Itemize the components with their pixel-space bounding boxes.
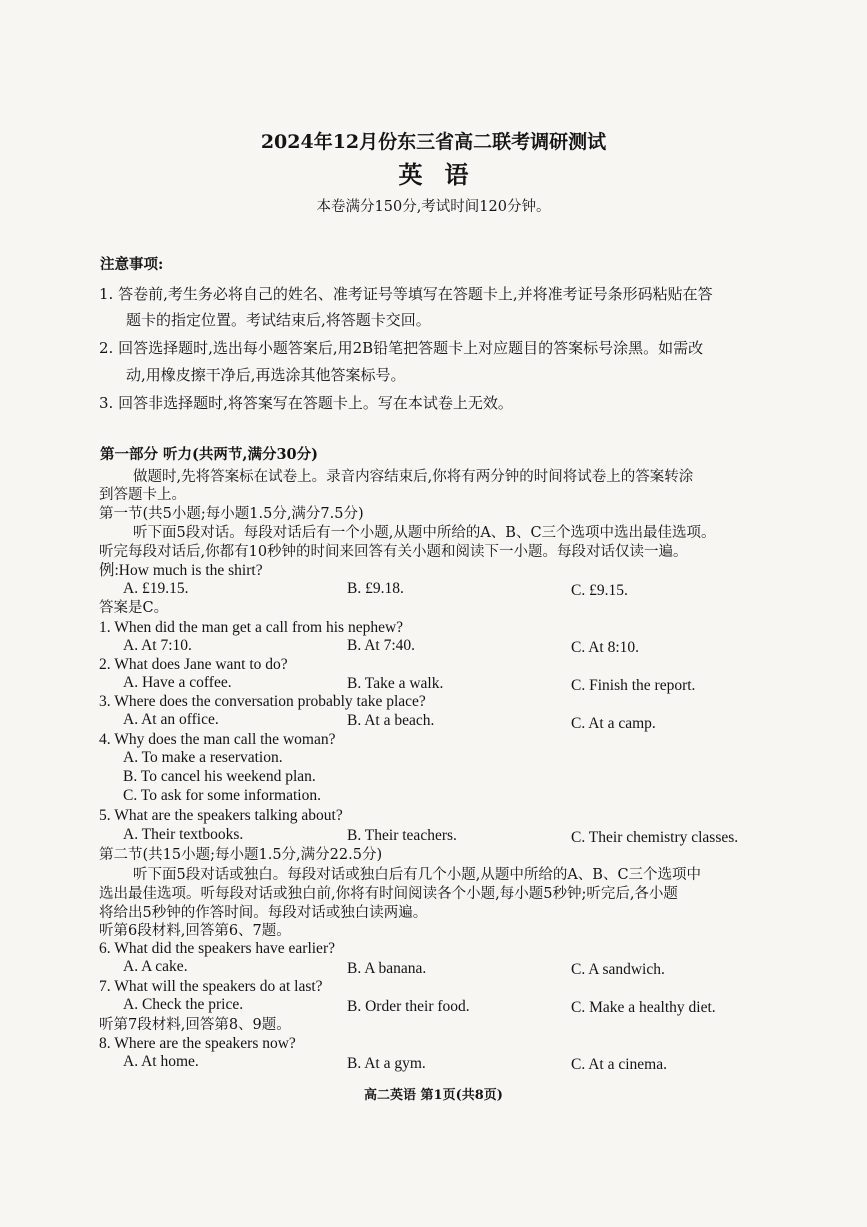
notice-item-1-line-1: 1. 答卷前,考生务必将自己的姓名、准考证号等填写在答题卡上,并将准考证号条形码粘贴在答 bbox=[99, 285, 713, 303]
question-2-option-b: B. Take a walk. bbox=[347, 675, 444, 692]
question-3-option-b: B. At a beach. bbox=[347, 712, 435, 729]
question-6-option-a: A. A cake. bbox=[123, 958, 188, 975]
notice-heading: 注意事项: bbox=[100, 256, 164, 273]
notice-item-1-line-2: 题卡的指定位置。考试结束后,将答题卡交回。 bbox=[126, 311, 431, 329]
example-option-a: A. £19.15. bbox=[123, 580, 189, 597]
example-answer: 答案是C。 bbox=[99, 600, 169, 616]
question-5-option-c: C. Their chemistry classes. bbox=[571, 829, 739, 846]
question-3-option-c: C. At a camp. bbox=[571, 715, 656, 732]
section2-line-1: 听下面5段对话或独白。每段对话或独白后有几个小题,从题中所给的A、B、C三个选项中 bbox=[133, 867, 702, 883]
question-8-option-b: B. At a gym. bbox=[347, 1055, 426, 1072]
notice-item-3: 3. 回答非选择题时,将答案写在答题卡上。写在本试卷上无效。 bbox=[99, 394, 513, 412]
question-4-option-c: C. To ask for some information. bbox=[123, 787, 321, 804]
question-4-option-b: B. To cancel his weekend plan. bbox=[123, 768, 316, 785]
example-option-b: B. £9.18. bbox=[347, 580, 404, 597]
question-2-option-c: C. Finish the report. bbox=[571, 677, 696, 694]
question-8-option-c: C. At a cinema. bbox=[571, 1056, 667, 1073]
question-8-option-a: A. At home. bbox=[123, 1053, 199, 1070]
section2-heading: 第二节(共15小题;每小题1.5分,满分22.5分) bbox=[99, 847, 383, 863]
subject-title: 英语 bbox=[398, 160, 491, 189]
question-3: 3. Where does the conversation probably take place? bbox=[99, 693, 426, 710]
question-8: 8. Where are the speakers now? bbox=[99, 1035, 296, 1052]
material-7-heading: 听第7段材料,回答第8、9题。 bbox=[99, 1017, 291, 1033]
notice-item-2-line-2: 动,用橡皮擦干净后,再选涂其他答案标号。 bbox=[126, 366, 406, 384]
question-7-option-b: B. Order their food. bbox=[347, 998, 470, 1015]
question-1-option-a: A. At 7:10. bbox=[123, 637, 192, 654]
question-1-option-c: C. At 8:10. bbox=[571, 639, 640, 656]
section1-heading: 第一节(共5小题;每小题1.5分,满分7.5分) bbox=[99, 506, 364, 522]
question-6: 6. What did the speakers have earlier? bbox=[99, 940, 335, 957]
notice-item-2-line-1: 2. 回答选择题时,选出每小题答案后,用2B铅笔把答题卡上对应题目的答案标号涂黑。如需改 bbox=[99, 339, 704, 357]
part1-heading: 第一部分 听力(共两节,满分30分) bbox=[100, 446, 318, 463]
question-2-option-a: A. Have a coffee. bbox=[123, 674, 232, 691]
full-marks-line: 本卷满分150分,考试时间120分钟。 bbox=[316, 199, 551, 215]
question-6-option-c: C. A sandwich. bbox=[571, 961, 665, 978]
part1-intro-line-1: 做题时,先将答案标在试卷上。录音内容结束后,你将有两分钟的时间将试卷上的答案转涂 bbox=[133, 469, 694, 485]
question-1: 1. When did the man get a call from his nephew? bbox=[99, 619, 404, 636]
page-footer: 高二英语 第1页(共8页) bbox=[364, 1088, 503, 1103]
question-5-option-b: B. Their teachers. bbox=[347, 827, 457, 844]
section1-line-1: 听下面5段对话。每段对话后有一个小题,从题中所给的A、B、C三个选项中选出最佳选项。 bbox=[133, 525, 716, 541]
question-3-option-a: A. At an office. bbox=[123, 711, 219, 728]
example-option-c: C. £9.15. bbox=[571, 582, 628, 599]
question-5: 5. What are the speakers talking about? bbox=[99, 807, 343, 824]
material-6-heading: 听第6段材料,回答第6、7题。 bbox=[99, 923, 291, 939]
question-7-option-a: A. Check the price. bbox=[123, 996, 244, 1013]
exam-title: 2024年12月份东三省高二联考调研测试 bbox=[260, 131, 607, 153]
question-7-option-c: C. Make a healthy diet. bbox=[571, 999, 716, 1016]
section2-line-2: 选出最佳选项。听每段对话或独白前,你将有时间阅读各个小题,每小题5秒钟;听完后,各小题 bbox=[99, 886, 678, 902]
section1-line-2: 听完每段对话后,你都有10秒钟的时间来回答有关小题和阅读下一小题。每段对话仅读一遍。 bbox=[99, 544, 688, 560]
section2-line-3: 将给出5秒钟的作答时间。每段对话或独白读两遍。 bbox=[99, 905, 428, 921]
question-1-option-b: B. At 7:40. bbox=[347, 637, 416, 654]
question-4-option-a: A. To make a reservation. bbox=[123, 749, 283, 766]
question-2: 2. What does Jane want to do? bbox=[99, 656, 288, 673]
question-5-option-a: A. Their textbooks. bbox=[123, 826, 244, 843]
question-4: 4. Why does the man call the woman? bbox=[99, 731, 336, 748]
question-6-option-b: B. A banana. bbox=[347, 960, 427, 977]
part1-intro-line-2: 到答题卡上。 bbox=[99, 487, 186, 503]
question-7: 7. What will the speakers do at last? bbox=[99, 978, 323, 995]
example-question: 例:How much is the shirt? bbox=[99, 562, 263, 579]
